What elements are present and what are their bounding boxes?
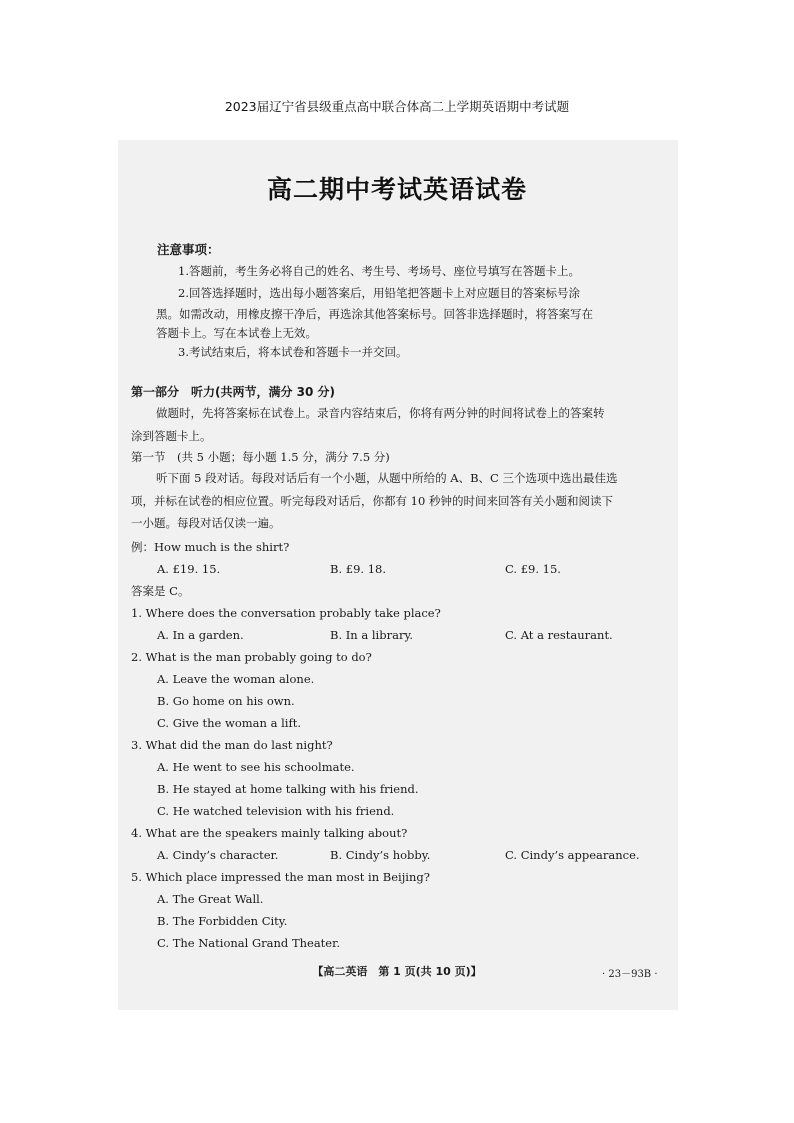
- exam-title: 高二期中考试英语试卷: [266, 175, 527, 204]
- question-4-option-b: B. Cindy’s hobby.: [330, 848, 431, 862]
- example-answer: 答案是 C。: [131, 584, 190, 598]
- section1-heading: 第一节 (共 5 小题；每小题 1.5 分，满分 7.5 分): [131, 450, 390, 464]
- question-1-option-b: B. In a library.: [330, 628, 414, 642]
- example-option-a: A. £19. 15.: [157, 562, 221, 576]
- section1-line-3: 一小题。每段对话仅读一遍。: [131, 516, 281, 530]
- question-4-option-a: A. Cindy’s character.: [157, 848, 279, 862]
- question-2-option-b: B. Go home on his own.: [157, 694, 295, 708]
- notice-item-3: 3.考试结束后，将本试卷和答题卡一并交回。: [178, 345, 408, 359]
- question-3-option-b: B. He stayed at home talking with his friend.: [157, 782, 419, 796]
- example-option-c: C. £9. 15.: [505, 562, 561, 576]
- question-1-option-a: A. In a garden.: [157, 628, 244, 642]
- question-2-option-a: A. Leave the woman alone.: [157, 672, 315, 686]
- part1-intro-line-2: 涂到答题卡上。: [131, 429, 212, 443]
- question-5: 5. Which place impressed the man most in Beijing?: [131, 870, 430, 884]
- notice-item-2-line-2: 黑。如需改动，用橡皮擦干净后，再选涂其他答案标号。回答非选择题时，将答案写在: [156, 307, 593, 321]
- document-header: 2023届辽宁省县级重点高中联合体高二上学期英语期中考试题: [224, 99, 570, 114]
- notice-item-2-line-1: 2.回答选择题时，选出每小题答案后，用铅笔把答题卡上对应题目的答案标号涂: [178, 286, 580, 300]
- part1-intro-line-1: 做题时，先将答案标在试卷上。录音内容结束后，你将有两分钟的时间将试卷上的答案转: [156, 406, 605, 420]
- section1-line-1: 听下面 5 段对话。每段对话后有一个小题，从题中所给的 A、B、C 三个选项中选出最佳选: [156, 471, 618, 485]
- notice-item-1: 1.答题前，考生务必将自己的姓名、考生号、考场号、座位号填写在答题卡上。: [178, 264, 580, 278]
- question-5-option-a: A. The Great Wall.: [157, 892, 264, 906]
- question-5-option-c: C. The National Grand Theater.: [157, 936, 340, 950]
- part1-heading: 第一部分 听力(共两节，满分 30 分): [131, 385, 336, 399]
- notice-item-2-line-3: 答题卡上。写在本试卷上无效。: [156, 326, 317, 340]
- example-question: 例：How much is the shirt?: [131, 540, 290, 554]
- question-4: 4. What are the speakers mainly talking about?: [131, 826, 408, 840]
- question-5-option-b: B. The Forbidden City.: [157, 914, 288, 928]
- question-2-option-c: C. Give the woman a lift.: [157, 716, 302, 730]
- section1-line-2: 项，并标在试卷的相应位置。听完每段对话后，你都有 10 秒钟的时间来回答有关小题和阅读下: [131, 494, 613, 508]
- question-3-option-c: C. He watched television with his friend.: [157, 804, 395, 818]
- question-1-option-c: C. At a restaurant.: [505, 628, 613, 642]
- question-4-option-c: C. Cindy’s appearance.: [505, 848, 640, 862]
- question-1: 1. Where does the conversation probably take place?: [131, 606, 441, 620]
- example-option-b: B. £9. 18.: [330, 562, 386, 576]
- question-3-option-a: A. He went to see his schoolmate.: [157, 760, 355, 774]
- question-3: 3. What did the man do last night?: [131, 738, 333, 752]
- paper-code: · 23－93B ·: [602, 969, 658, 980]
- question-2: 2. What is the man probably going to do?: [131, 650, 372, 664]
- notice-heading: 注意事项：: [157, 242, 220, 257]
- page-footer: 【高二英语 第 1 页(共 10 页)】: [312, 965, 482, 978]
